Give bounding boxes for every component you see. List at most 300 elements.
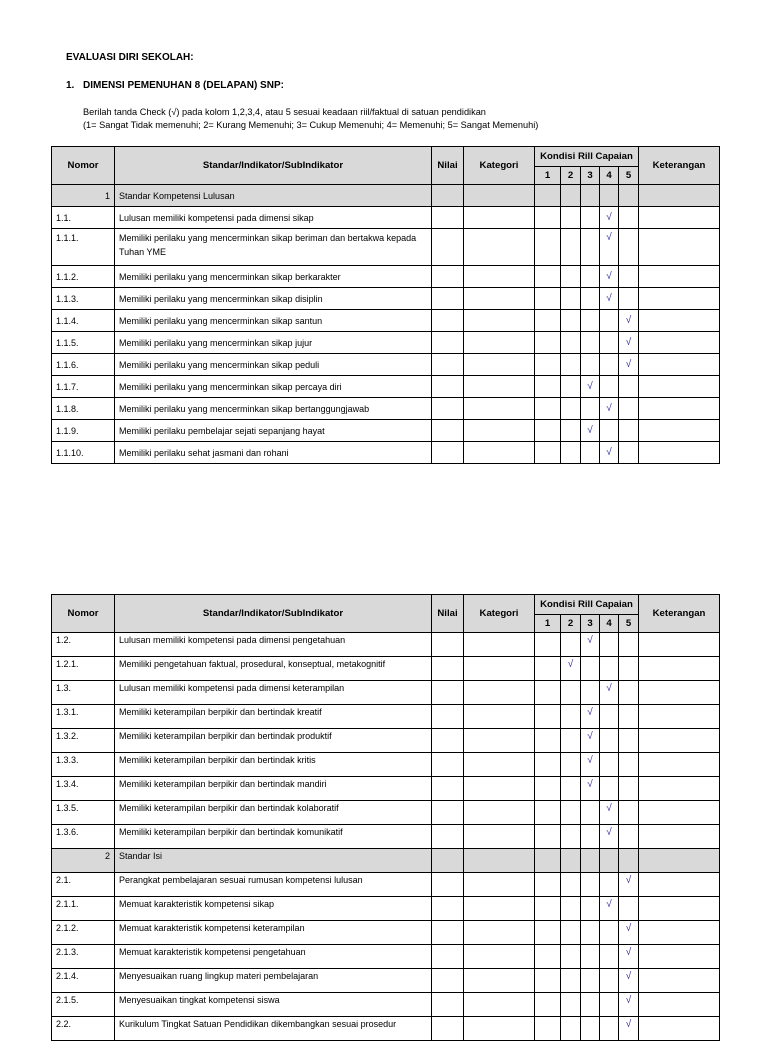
- level-1-cell: [535, 753, 561, 777]
- row-indicator: Standar Kompetensi Lulusan: [115, 185, 432, 207]
- row-nilai: [432, 825, 464, 849]
- level-2-cell: [561, 332, 581, 354]
- level-1-cell: [535, 681, 561, 705]
- row-number: 1.3.: [52, 681, 115, 705]
- row-nilai: [432, 681, 464, 705]
- row-nilai: [432, 969, 464, 993]
- level-3-cell: [581, 993, 600, 1017]
- row-keterangan: [639, 681, 720, 705]
- check-icon: √: [606, 271, 612, 282]
- row-nilai: [432, 288, 464, 310]
- level-3-cell: [581, 945, 600, 969]
- level-4-cell: [600, 705, 619, 729]
- level-2-cell: [561, 266, 581, 288]
- row-kategori: [464, 897, 535, 921]
- table-row: [52, 681, 720, 705]
- level-5-cell: [619, 777, 639, 801]
- check-icon: √: [587, 731, 593, 742]
- level-2-cell: [561, 945, 581, 969]
- row-number: 2.1.5.: [52, 993, 115, 1017]
- check-icon: √: [606, 212, 612, 223]
- row-indicator: Memiliki perilaku sehat jasmani dan rohani: [115, 442, 432, 464]
- level-2-cell: [561, 969, 581, 993]
- level-3-cell: [581, 354, 600, 376]
- level-1-cell: [535, 1017, 561, 1041]
- row-nilai: [432, 420, 464, 442]
- level-3-cell: [581, 681, 600, 705]
- table-row: [52, 354, 720, 376]
- level-2-cell: [561, 633, 581, 657]
- level-3-cell: [581, 398, 600, 420]
- row-keterangan: [639, 288, 720, 310]
- header-nilai: Nilai: [432, 147, 464, 185]
- table-row: [52, 207, 720, 229]
- table-row: [52, 633, 720, 657]
- level-3-cell: [581, 288, 600, 310]
- level-1-cell: [535, 945, 561, 969]
- document-title: EVALUASI DIRI SEKOLAH:: [66, 52, 194, 63]
- row-kategori: [464, 310, 535, 332]
- row-kategori: [464, 873, 535, 897]
- row-indicator: Memiliki perilaku yang mencerminkan sikap peduli: [115, 354, 432, 376]
- level-2-cell: [561, 849, 581, 873]
- row-kategori: [464, 729, 535, 753]
- row-indicator: Menyesuaikan tingkat kompetensi siswa: [115, 993, 432, 1017]
- level-5-cell: [619, 354, 639, 376]
- row-kategori: [464, 945, 535, 969]
- row-keterangan: [639, 266, 720, 288]
- row-indicator: Memiliki perilaku yang mencerminkan sikap beriman dan bertakwa kepada Tuhan YME: [115, 229, 432, 266]
- level-1-cell: [535, 849, 561, 873]
- level-2-cell: [561, 897, 581, 921]
- level-5-cell: [619, 681, 639, 705]
- row-kategori: [464, 1017, 535, 1041]
- check-icon: √: [625, 315, 632, 326]
- level-3-cell: [581, 420, 600, 442]
- level-2-cell: [561, 753, 581, 777]
- instruction-line-1: Berilah tanda Check (√) pada kolom 1,2,3,4, atau 5 sesuai keadaan riil/faktual di satuan pendidikan: [83, 107, 486, 117]
- level-2-cell: [561, 207, 581, 229]
- row-indicator: Lulusan memiliki kompetensi pada dimensi sikap: [115, 207, 432, 229]
- level-5-cell: [619, 993, 639, 1017]
- table-row: [52, 266, 720, 288]
- check-icon: √: [625, 971, 632, 982]
- section-row: [52, 185, 720, 207]
- level-5-cell: [619, 398, 639, 420]
- row-indicator: Menyesuaikan ruang lingkup materi pembelajaran: [115, 969, 432, 993]
- level-3-cell: [581, 729, 600, 753]
- check-icon: √: [606, 293, 612, 304]
- level-2-cell: [561, 229, 581, 266]
- row-nilai: [432, 376, 464, 398]
- row-kategori: [464, 376, 535, 398]
- row-number: 1.3.6.: [52, 825, 115, 849]
- instructions: [83, 106, 538, 132]
- row-keterangan: [639, 310, 720, 332]
- table-row: [52, 753, 720, 777]
- table-row: [52, 777, 720, 801]
- row-nilai: [432, 801, 464, 825]
- table-row: [52, 398, 720, 420]
- level-5-cell: [619, 873, 639, 897]
- section-row: [52, 849, 720, 873]
- row-kategori: [464, 288, 535, 310]
- level-5-cell: [619, 825, 639, 849]
- row-indicator: Memiliki keterampilan berpikir dan bertindak mandiri: [115, 777, 432, 801]
- row-nilai: [432, 873, 464, 897]
- header-level-2: 2: [561, 167, 581, 185]
- table-1-body: [52, 185, 720, 464]
- row-keterangan: [639, 801, 720, 825]
- row-kategori: [464, 705, 535, 729]
- header-level-1: 1: [535, 615, 561, 633]
- level-4-cell: [600, 266, 619, 288]
- level-3-cell: [581, 849, 600, 873]
- row-nilai: [432, 398, 464, 420]
- level-3-cell: [581, 705, 600, 729]
- check-icon: √: [625, 923, 632, 934]
- row-kategori: [464, 681, 535, 705]
- level-5-cell: [619, 969, 639, 993]
- level-5-cell: [619, 729, 639, 753]
- level-3-cell: [581, 442, 600, 464]
- level-3-cell: [581, 921, 600, 945]
- row-keterangan: [639, 376, 720, 398]
- row-indicator: Memiliki pengetahuan faktual, prosedural, konseptual, metakognitif: [115, 657, 432, 681]
- row-indicator: Perangkat pembelajaran sesuai rumusan kompetensi lulusan: [115, 873, 432, 897]
- table-row: [52, 729, 720, 753]
- row-keterangan: [639, 969, 720, 993]
- instruction-line-2: (1= Sangat Tidak memenuhi; 2= Kurang Memenuhi; 3= Cukup Memenuhi; 4= Memenuhi; 5= Sangat Memenuhi): [83, 120, 539, 130]
- level-5-cell: [619, 376, 639, 398]
- level-5-cell: [619, 753, 639, 777]
- row-keterangan: [639, 442, 720, 464]
- section-number: 1.: [66, 80, 75, 91]
- row-kategori: [464, 801, 535, 825]
- row-kategori: [464, 332, 535, 354]
- table-row: [52, 921, 720, 945]
- level-2-cell: [561, 873, 581, 897]
- row-keterangan: [639, 1017, 720, 1041]
- level-1-cell: [535, 969, 561, 993]
- table-row: [52, 657, 720, 681]
- level-1-cell: [535, 442, 561, 464]
- table-row: [52, 376, 720, 398]
- row-nilai: [432, 777, 464, 801]
- row-kategori: [464, 420, 535, 442]
- table-row: [52, 825, 720, 849]
- check-icon: √: [587, 707, 593, 718]
- table-row: [52, 310, 720, 332]
- row-indicator: Memuat karakteristik kompetensi sikap: [115, 897, 432, 921]
- row-indicator: Memiliki keterampilan berpikir dan bertindak kritis: [115, 753, 432, 777]
- row-indicator: Memiliki perilaku yang mencerminkan sikap bertanggungjawab: [115, 398, 432, 420]
- level-4-cell: [600, 185, 619, 207]
- row-keterangan: [639, 897, 720, 921]
- header-level-3: 3: [581, 167, 600, 185]
- row-number: 1.1.4.: [52, 310, 115, 332]
- row-number: 2.1.4.: [52, 969, 115, 993]
- row-kategori: [464, 849, 535, 873]
- level-3-cell: [581, 229, 600, 266]
- check-icon: √: [606, 683, 612, 694]
- level-4-cell: [600, 332, 619, 354]
- header-level-1: 1: [535, 167, 561, 185]
- level-4-cell: [600, 207, 619, 229]
- level-5-cell: [619, 897, 639, 921]
- check-icon: √: [587, 425, 593, 436]
- check-icon: √: [606, 803, 612, 814]
- level-4-cell: [600, 849, 619, 873]
- level-4-cell: [600, 945, 619, 969]
- row-indicator: Memiliki perilaku yang mencerminkan sikap berkarakter: [115, 266, 432, 288]
- row-number: 1.1.1.: [52, 229, 115, 266]
- row-number: 2.2.: [52, 1017, 115, 1041]
- row-keterangan: [639, 207, 720, 229]
- row-kategori: [464, 921, 535, 945]
- level-2-cell: [561, 1017, 581, 1041]
- level-2-cell: [561, 310, 581, 332]
- row-number: 1.3.5.: [52, 801, 115, 825]
- level-5-cell: [619, 633, 639, 657]
- level-4-cell: [600, 873, 619, 897]
- table-row: [52, 332, 720, 354]
- table-row: [52, 229, 720, 266]
- table-row: [52, 420, 720, 442]
- header-standar: Standar/Indikator/SubIndikator: [115, 147, 432, 185]
- level-5-cell: [619, 310, 639, 332]
- row-number: 1.3.1.: [52, 705, 115, 729]
- level-1-cell: [535, 705, 561, 729]
- header-nomor: Nomor: [52, 595, 115, 633]
- check-icon: √: [625, 875, 632, 886]
- header-kategori: Kategori: [464, 595, 535, 633]
- row-kategori: [464, 185, 535, 207]
- row-nilai: [432, 945, 464, 969]
- header-level-3: 3: [581, 615, 600, 633]
- level-4-cell: [600, 310, 619, 332]
- table-row: [52, 442, 720, 464]
- level-5-cell: [619, 801, 639, 825]
- row-number: 2: [52, 849, 115, 873]
- level-5-cell: [619, 921, 639, 945]
- level-3-cell: [581, 897, 600, 921]
- level-2-cell: [561, 705, 581, 729]
- evaluation-table-1: [51, 146, 720, 464]
- header-level-5: 5: [619, 167, 639, 185]
- row-number: 1.3.4.: [52, 777, 115, 801]
- level-1-cell: [535, 354, 561, 376]
- level-3-cell: [581, 310, 600, 332]
- level-2-cell: [561, 825, 581, 849]
- level-5-cell: [619, 229, 639, 266]
- row-nilai: [432, 185, 464, 207]
- row-keterangan: [639, 633, 720, 657]
- level-2-cell: [561, 354, 581, 376]
- level-1-cell: [535, 229, 561, 266]
- level-2-cell: [561, 657, 581, 681]
- row-nilai: [432, 657, 464, 681]
- level-2-cell: [561, 442, 581, 464]
- level-4-cell: [600, 825, 619, 849]
- table-row: [52, 1017, 720, 1041]
- header-level-4: 4: [600, 615, 619, 633]
- level-1-cell: [535, 207, 561, 229]
- header-keterangan: Keterangan: [639, 147, 720, 185]
- header-nomor: Nomor: [52, 147, 115, 185]
- table-row: [52, 873, 720, 897]
- row-nilai: [432, 354, 464, 376]
- level-4-cell: [600, 681, 619, 705]
- row-nilai: [432, 705, 464, 729]
- row-number: 1.3.2.: [52, 729, 115, 753]
- check-icon: √: [625, 947, 632, 958]
- row-nilai: [432, 266, 464, 288]
- level-5-cell: [619, 945, 639, 969]
- row-keterangan: [639, 945, 720, 969]
- row-number: 1.1.8.: [52, 398, 115, 420]
- table-row: [52, 801, 720, 825]
- level-1-cell: [535, 921, 561, 945]
- level-4-cell: [600, 921, 619, 945]
- check-icon: √: [606, 403, 612, 414]
- level-3-cell: [581, 657, 600, 681]
- level-1-cell: [535, 398, 561, 420]
- check-icon: √: [606, 827, 612, 838]
- table-row: [52, 288, 720, 310]
- level-3-cell: [581, 332, 600, 354]
- level-3-cell: [581, 969, 600, 993]
- level-4-cell: [600, 633, 619, 657]
- row-indicator: Memiliki perilaku yang mencerminkan sikap jujur: [115, 332, 432, 354]
- header-keterangan: Keterangan: [639, 595, 720, 633]
- level-3-cell: [581, 1017, 600, 1041]
- row-keterangan: [639, 229, 720, 266]
- row-nilai: [432, 921, 464, 945]
- row-keterangan: [639, 825, 720, 849]
- check-icon: √: [625, 995, 632, 1006]
- section-heading: [66, 80, 284, 91]
- level-1-cell: [535, 657, 561, 681]
- level-2-cell: [561, 777, 581, 801]
- check-icon: √: [606, 899, 612, 910]
- row-keterangan: [639, 398, 720, 420]
- level-1-cell: [535, 376, 561, 398]
- row-indicator: Memiliki perilaku yang mencerminkan sikap disiplin: [115, 288, 432, 310]
- row-nilai: [432, 633, 464, 657]
- level-4-cell: [600, 729, 619, 753]
- level-5-cell: [619, 332, 639, 354]
- header-kondisi: Kondisi Rill Capaian: [535, 595, 639, 615]
- level-2-cell: [561, 420, 581, 442]
- row-indicator: Memiliki perilaku yang mencerminkan sikap santun: [115, 310, 432, 332]
- row-keterangan: [639, 185, 720, 207]
- level-5-cell: [619, 705, 639, 729]
- check-icon: √: [587, 381, 593, 392]
- level-2-cell: [561, 185, 581, 207]
- row-kategori: [464, 825, 535, 849]
- table-row: [52, 993, 720, 1017]
- check-icon: √: [587, 755, 593, 766]
- row-keterangan: [639, 921, 720, 945]
- row-number: 1.1.3.: [52, 288, 115, 310]
- row-kategori: [464, 207, 535, 229]
- row-number: 2.1.: [52, 873, 115, 897]
- level-5-cell: [619, 849, 639, 873]
- row-keterangan: [639, 753, 720, 777]
- table-row: [52, 969, 720, 993]
- row-nilai: [432, 442, 464, 464]
- level-5-cell: [619, 657, 639, 681]
- level-1-cell: [535, 825, 561, 849]
- row-number: 2.1.3.: [52, 945, 115, 969]
- level-5-cell: [619, 207, 639, 229]
- level-3-cell: [581, 753, 600, 777]
- row-indicator: Memuat karakteristik kompetensi keterampilan: [115, 921, 432, 945]
- row-keterangan: [639, 993, 720, 1017]
- check-icon: √: [567, 659, 574, 670]
- row-number: 2.1.1.: [52, 897, 115, 921]
- level-4-cell: [600, 442, 619, 464]
- row-indicator: Kurikulum Tingkat Satuan Pendidikan dikembangkan sesuai prosedur: [115, 1017, 432, 1041]
- level-4-cell: [600, 288, 619, 310]
- row-nilai: [432, 993, 464, 1017]
- row-keterangan: [639, 873, 720, 897]
- level-4-cell: [600, 897, 619, 921]
- row-number: 1.1.5.: [52, 332, 115, 354]
- row-keterangan: [639, 332, 720, 354]
- check-icon: √: [606, 232, 612, 243]
- row-nilai: [432, 729, 464, 753]
- level-2-cell: [561, 288, 581, 310]
- header-level-4: 4: [600, 167, 619, 185]
- row-keterangan: [639, 849, 720, 873]
- level-1-cell: [535, 873, 561, 897]
- level-2-cell: [561, 729, 581, 753]
- level-5-cell: [619, 442, 639, 464]
- level-3-cell: [581, 633, 600, 657]
- level-5-cell: [619, 288, 639, 310]
- check-icon: √: [625, 1019, 632, 1030]
- level-4-cell: [600, 398, 619, 420]
- row-keterangan: [639, 420, 720, 442]
- row-number: 1.1.7.: [52, 376, 115, 398]
- row-indicator: Lulusan memiliki kompetensi pada dimensi pengetahuan: [115, 633, 432, 657]
- level-3-cell: [581, 873, 600, 897]
- row-keterangan: [639, 657, 720, 681]
- level-4-cell: [600, 657, 619, 681]
- level-1-cell: [535, 332, 561, 354]
- level-1-cell: [535, 310, 561, 332]
- row-kategori: [464, 993, 535, 1017]
- level-1-cell: [535, 897, 561, 921]
- row-keterangan: [639, 354, 720, 376]
- row-kategori: [464, 442, 535, 464]
- check-icon: √: [606, 447, 612, 458]
- row-indicator: Memuat karakteristik kompetensi pengetahuan: [115, 945, 432, 969]
- header-level-2: 2: [561, 615, 581, 633]
- row-nilai: [432, 229, 464, 266]
- check-icon: √: [625, 359, 632, 370]
- table-row: [52, 945, 720, 969]
- row-kategori: [464, 633, 535, 657]
- row-number: 1.2.: [52, 633, 115, 657]
- row-number: 1.1.10.: [52, 442, 115, 464]
- level-4-cell: [600, 1017, 619, 1041]
- table-row: [52, 705, 720, 729]
- level-1-cell: [535, 420, 561, 442]
- level-1-cell: [535, 266, 561, 288]
